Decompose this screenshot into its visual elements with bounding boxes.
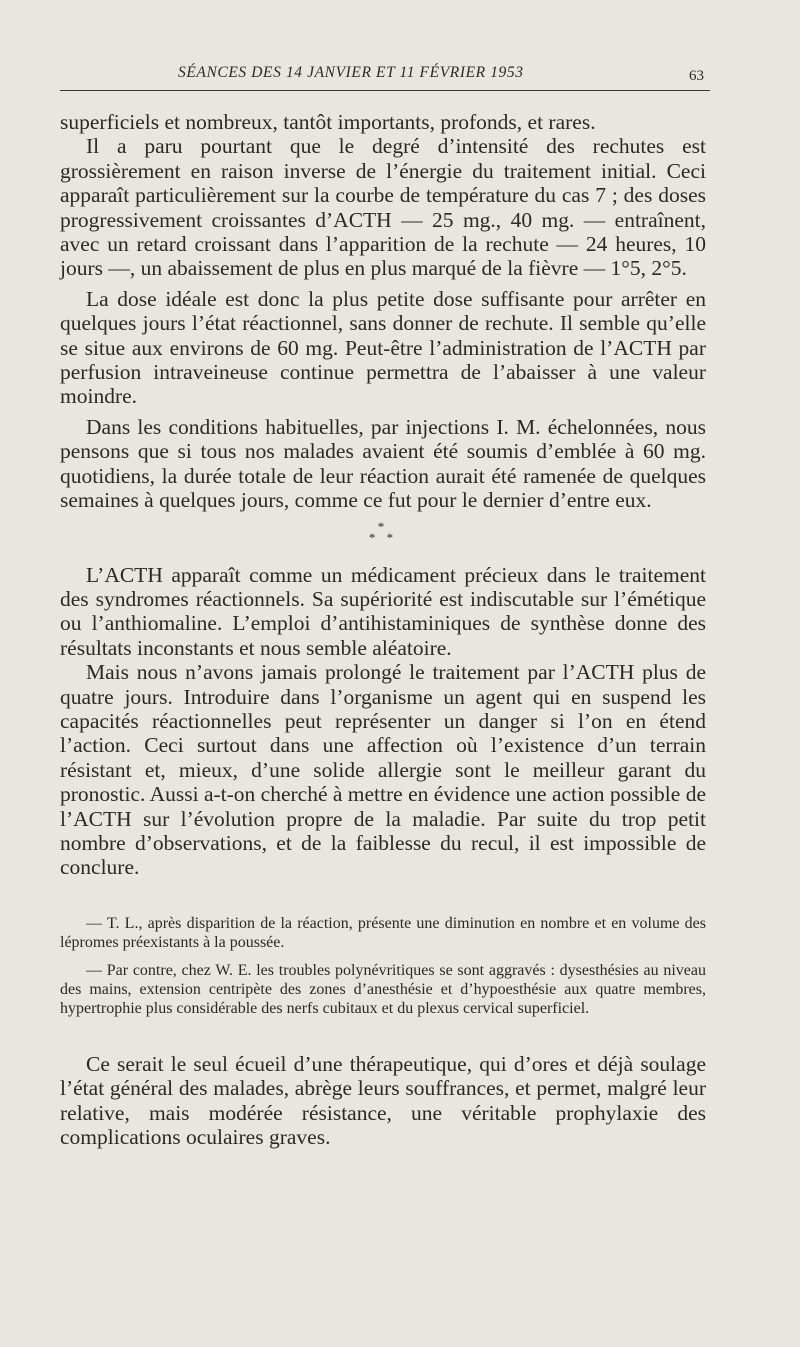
paragraph-conclusion: Ce serait le seul écueil d’une thérapeutique, qui d’ores et déjà soulage l’état général des malades, abrège leurs souffrances, et permet, malgré leur relative, mais modérée résistance, une véritable prophylaxie des complications oculaires graves. [60,1051,706,1149]
page-header [60,62,710,91]
paragraph-usual-conditions: Dans les conditions habituelles, par injections I. M. échelonnées, nous pensons que si tous nos malades avaient été soumis d’emblée à 60 mg. quotidiens, la durée totale de leur réaction aurait été ramenée de quelques semaines à quelques jours, comme ce fut pour le dernier d’entre eux. [60,414,706,513]
note-we: — Par contre, chez W. E. les troubles polynévritiques se sont aggravés : dysesthésies au niveau des mains, extension centripète des zones d’anesthésie et d’hypoesthésie aux quatre membres, hypertrophie plus considérable des nerfs cubitaux et du plexus cervical superficiel. [60,961,706,1017]
paragraph-acth-value: L’ACTH apparaît comme un médicament précieux dans le traitement des syndromes réactionnels. Sa supériorité est indiscutable sur l’émétique ou l’anthiomaline. L’emploi d’antihistaminiques de synthèse donne des résultats inconstants et nous semble aléatoire. [60,562,706,660]
running-title: SÉANCES DES 14 JANVIER ET 11 FÉVRIER 1953 [178,64,524,81]
paragraph-treatment-duration: Mais nous n’avons jamais prolongé le traitement par l’ACTH plus de quatre jours. Introduire dans l’organisme un agent qui en suspend les capacités réactionnelles peut représenter un danger si l’on en étend l’action. Ceci surtout dans une affection où l’existence d’un terrain résistant et, mieux, d’une solide allergie sont le meilleur garant du pronostic. Aussi a-t-on cherché à mettre en évidence une action possible de l’ACTH sur l’évolution propre de la maladie. Par suite du trop petit nombre d’observations, et de la faiblesse du recul, il est impossible de conclure. [60,660,706,880]
paragraph-relapse-intensity: Il a paru pourtant que le degré d’intensité des rechutes est grossièrement en raison inverse de l’énergie du traitement initial. Ceci apparaît particulièrement sur la courbe de température du cas 7 ; des doses progressivement croissantes d’ACTH — 25 mg., 40 mg. — entraînent, avec un retard croissant dans l’apparition de la rechute — 24 heures, 10 jours —, un abaissement de plus en plus marqué de la fièvre — 1°5, 2°5. [60,134,706,281]
paragraph-ideal-dose: La dose idéale est donc la plus petite dose suffisante pour arrêter en quelques jours l’état réactionnel, sans donner de rechute. Il semble qu’elle se situe aux environs de 60 mg. Peut-être l’administration de l’ACTH par perfusion intraveineuse continue permettra de l’abaisser à une valeur moindre. [60,286,706,409]
asterism-top: * [377,518,389,534]
paragraph-continuation: superficiels et nombreux, tantôt importants, profonds, et rares. [60,110,596,134]
note-tl: — T. L., après disparition de la réaction, présente une diminution en nombre et en volume des lépromes préexistants à la poussée. [60,914,706,951]
section-asterism [60,518,706,545]
page-number: 63 [689,68,704,84]
body-text [60,110,706,1149]
asterism-bottom: * * [368,529,398,545]
